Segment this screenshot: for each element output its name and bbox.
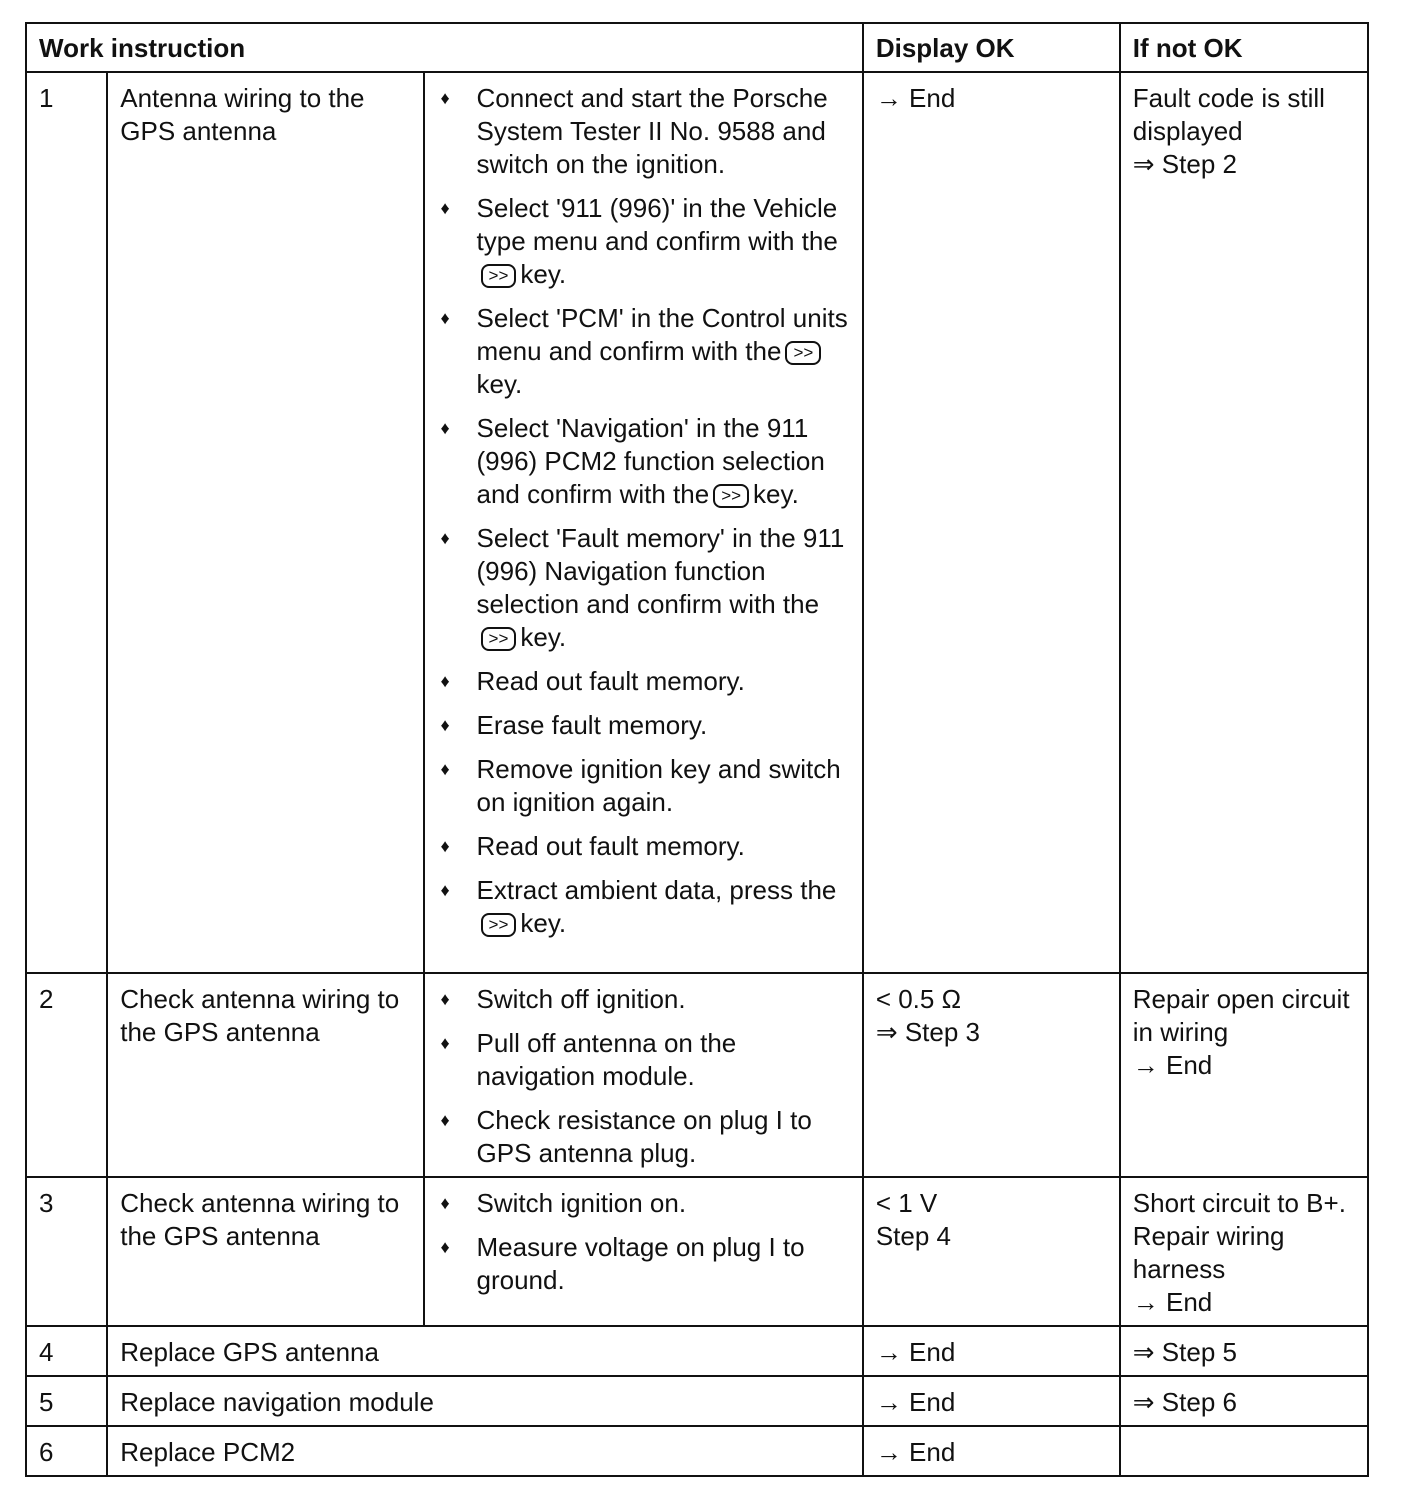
instruction-item: ♦ Select '911 (996)' in the Vehicle type menu and confirm with the>> key. <box>440 193 838 289</box>
instruction-item: ♦ Remove ignition key and switch on ignition again. <box>440 754 841 817</box>
display-ok-cell: < 0.5 Ω ⇒ Step 3 <box>863 973 1120 1177</box>
step-number: 1 <box>26 72 107 973</box>
diamond-bullet-icon: ♦ <box>440 88 450 108</box>
header-if-not-ok: If not OK <box>1120 23 1368 72</box>
display-ok-cell: → End <box>863 1376 1120 1426</box>
instruction-item: ♦ Pull off antenna on the navigation module. <box>440 1028 737 1091</box>
display-ok-cell: → End <box>863 1326 1120 1376</box>
diamond-bullet-icon: ♦ <box>440 671 450 691</box>
diamond-bullet-icon: ♦ <box>440 418 450 438</box>
if-not-ok-cell: Short circuit to B+. Repair wiring harness → End <box>1120 1177 1368 1326</box>
step-instructions <box>424 973 863 1177</box>
table-row <box>26 1426 1368 1476</box>
diamond-bullet-icon: ♦ <box>440 1033 450 1053</box>
instruction-item: ♦ Select 'PCM' in the Control units menu and confirm with the >>key. <box>440 303 848 399</box>
instruction-item: ♦ Erase fault memory. <box>440 710 708 740</box>
step-instructions <box>424 1177 863 1326</box>
if-not-ok-cell: ⇒ Step 5 <box>1120 1326 1368 1376</box>
forward-key-icon: >> <box>785 341 821 365</box>
if-not-ok-cell: Fault code is still displayed ⇒ Step 2 <box>1120 72 1368 973</box>
table-row <box>26 1376 1368 1426</box>
step-number: 5 <box>26 1376 107 1426</box>
step-instructions <box>424 72 863 973</box>
table-row <box>26 1326 1368 1376</box>
instruction-item: ♦ Connect and start the Porsche System Tester II No. 9588 and switch on the ignition. <box>440 83 828 179</box>
diamond-bullet-icon: ♦ <box>440 880 450 900</box>
diamond-bullet-icon: ♦ <box>440 308 450 328</box>
instruction-item: ♦ Extract ambient data, press the>> key. <box>440 875 837 938</box>
instruction-item: ♦ Check resistance on plug I to GPS antenna plug. <box>440 1105 812 1168</box>
step-title: Check antenna wiring to the GPS antenna <box>107 1177 423 1326</box>
diamond-bullet-icon: ♦ <box>440 1110 450 1130</box>
instruction-item: ♦ Measure voltage on plug I to ground. <box>440 1232 805 1295</box>
diamond-bullet-icon: ♦ <box>440 715 450 735</box>
step-title: Replace GPS antenna <box>107 1326 863 1376</box>
diamond-bullet-icon: ♦ <box>440 198 450 218</box>
diamond-bullet-icon: ♦ <box>440 759 450 779</box>
table-row <box>26 1177 1368 1326</box>
header-row <box>26 23 1368 72</box>
step-number: 3 <box>26 1177 107 1326</box>
diamond-bullet-icon: ♦ <box>440 1237 450 1257</box>
forward-key-icon: >> <box>713 484 749 508</box>
step-title: Replace PCM2 <box>107 1426 863 1476</box>
instruction-item: ♦ Read out fault memory. <box>440 666 745 696</box>
step-number: 6 <box>26 1426 107 1476</box>
instruction-item: ♦ Select 'Fault memory' in the 911 (996) Navigation function selection and confirm with the>> key. <box>440 523 845 652</box>
table-row <box>26 973 1368 1177</box>
diamond-bullet-icon: ♦ <box>440 528 450 548</box>
header-work-instruction: Work instruction <box>26 23 863 72</box>
step-number: 4 <box>26 1326 107 1376</box>
diamond-bullet-icon: ♦ <box>440 989 450 1009</box>
instruction-item: ♦ Select 'Navigation' in the 911 (996) PCM2 function selection and confirm with the >> key. <box>440 413 825 509</box>
step-title: Replace navigation module <box>107 1376 863 1426</box>
instruction-item: ♦ Read out fault memory. <box>440 831 745 861</box>
display-ok-cell: < 1 V Step 4 <box>863 1177 1120 1326</box>
if-not-ok-cell: ⇒ Step 6 <box>1120 1376 1368 1426</box>
diamond-bullet-icon: ♦ <box>440 1193 450 1213</box>
forward-key-icon: >> <box>481 627 517 651</box>
forward-key-icon: >> <box>481 913 517 937</box>
header-display-ok: Display OK <box>863 23 1120 72</box>
table-row <box>26 72 1368 973</box>
if-not-ok-cell: Repair open circuit in wiring → End <box>1120 973 1368 1177</box>
instruction-item: ♦ Switch off ignition. <box>440 984 686 1014</box>
forward-key-icon: >> <box>481 264 517 288</box>
if-not-ok-cell <box>1120 1426 1368 1476</box>
step-number: 2 <box>26 973 107 1177</box>
instruction-item: ♦ Switch ignition on. <box>440 1188 687 1218</box>
step-title: Check antenna wiring to the GPS antenna <box>107 973 423 1177</box>
display-ok-cell: → End <box>863 72 1120 973</box>
work-instruction-table <box>25 22 1369 1477</box>
diamond-bullet-icon: ♦ <box>440 836 450 856</box>
display-ok-cell: → End <box>863 1426 1120 1476</box>
step-title: Antenna wiring to the GPS antenna <box>107 72 423 973</box>
